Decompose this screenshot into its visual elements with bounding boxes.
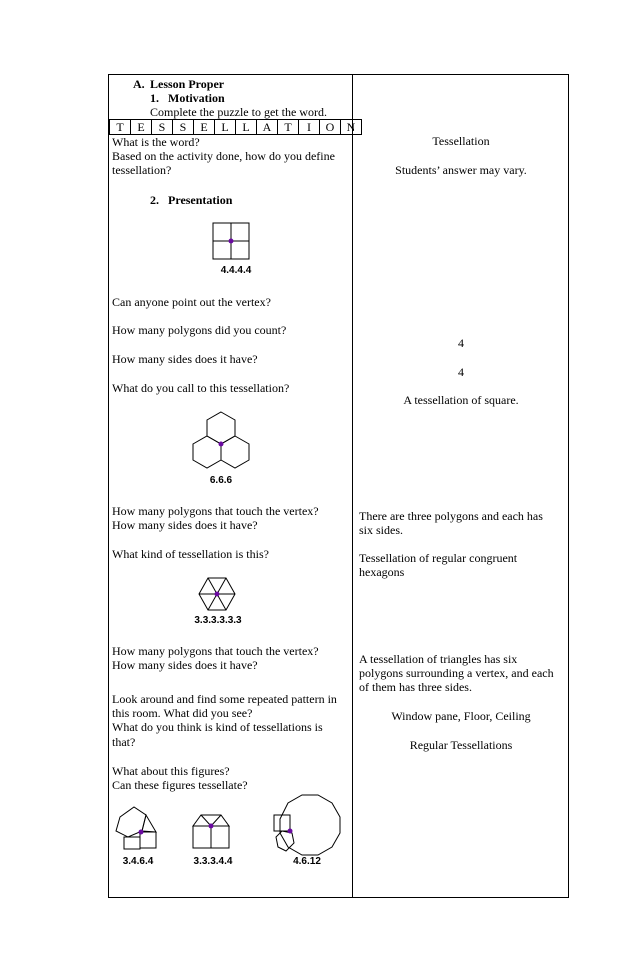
answer-three-line2: six sides. [359,523,404,537]
question-touch-vertex-2: How many polygons that touch the vertex? [112,644,319,658]
motivation-number: 1. [150,91,159,105]
question-look-line2: this room. What did you see? [112,706,253,720]
motivation-title: Motivation [168,91,225,105]
vertex-dot [219,442,224,447]
question-sides-1: How many sides does it have? [112,518,258,532]
figure-4612 [270,793,350,857]
puzzle-letter: I [298,119,320,135]
question-call: What do you call to this tessellation? [112,381,290,395]
vertex-dot [288,829,293,834]
figure-3464-label: 3.4.6.4 [122,856,154,867]
question-define-line1: Based on the activity done, how do you define [112,149,335,163]
puzzle-letter: O [319,119,341,135]
question-look-line1: Look around and find some repeated pattern in [112,692,337,706]
section-letter: A. [133,77,145,91]
puzzle-letter: N [340,119,362,135]
question-kind: What kind of tessellation is this? [112,547,269,561]
puzzle-letter: E [130,119,152,135]
section-title: Lesson Proper [150,77,225,91]
question-vertex: Can anyone point out the vertex? [112,295,271,309]
square-figure-label: 4.4.4.4 [220,265,252,276]
triangle-figure-label: 3.3.3.3.3.3 [194,615,242,626]
puzzle-letter: E [193,119,215,135]
puzzle-letter: L [235,119,257,135]
puzzle-letter: S [151,119,173,135]
question-define-line2: tessellation? [112,163,172,177]
hexagon-tessellation-figure [188,410,258,476]
puzzle-letter: T [109,119,131,135]
vertex-dot [215,592,220,597]
figure-4612-label: 4.6.12 [293,856,321,867]
answer-triangle-line2: polygons surrounding a vertex, and each [359,666,554,680]
answer-vary: Students’ answer may vary. [395,163,527,177]
hexagon-figure-label: 6.6.6 [209,475,233,486]
right-column-cell [353,74,569,898]
puzzle-letter: A [256,119,278,135]
figure-3464 [112,803,162,853]
question-word: What is the word? [112,135,200,149]
presentation-number: 2. [150,193,159,207]
question-can: Can these figures tessellate? [112,778,248,792]
word-puzzle [110,119,362,135]
answer-tessellation: Tessellation [432,134,490,148]
puzzle-letter: T [277,119,299,135]
question-sides: How many sides does it have? [112,352,258,366]
answer-triangle-line3: of them has three sides. [359,680,472,694]
puzzle-letter: S [172,119,194,135]
answer-three-line1: There are three polygons and each has [359,509,543,523]
answer-four-1: 4 [458,336,464,350]
answer-regular: Regular Tessellations [409,738,513,752]
motivation-instruction: Complete the puzzle to get the word. [150,105,327,119]
question-about: What about this figures? [112,764,230,778]
answer-triangle-line1: A tessellation of triangles has six [359,652,518,666]
vertex-dot [209,824,214,829]
question-sides-2: How many sides does it have? [112,658,258,672]
presentation-title: Presentation [168,193,233,207]
triangle-tessellation-figure [198,576,238,612]
question-look-line3: What do you think is kind of tessellations is [112,720,323,734]
vertex-dot [139,830,144,835]
question-polygons: How many polygons did you count? [112,323,287,337]
answer-four-2: 4 [458,365,464,379]
vertex-dot [229,239,234,244]
figure-33344-label: 3.3.3.4.4 [193,856,233,867]
answer-hexagon-line2: hexagons [359,565,405,579]
figure-33344 [190,812,234,852]
puzzle-letter: L [214,119,236,135]
answer-window: Window pane, Floor, Ceiling [391,709,531,723]
question-look-line4: that? [112,735,136,749]
question-touch-vertex-1: How many polygons that touch the vertex? [112,504,319,518]
answer-square: A tessellation of square. [403,393,519,407]
answer-hexagon-line1: Tessellation of regular congruent [359,551,518,565]
